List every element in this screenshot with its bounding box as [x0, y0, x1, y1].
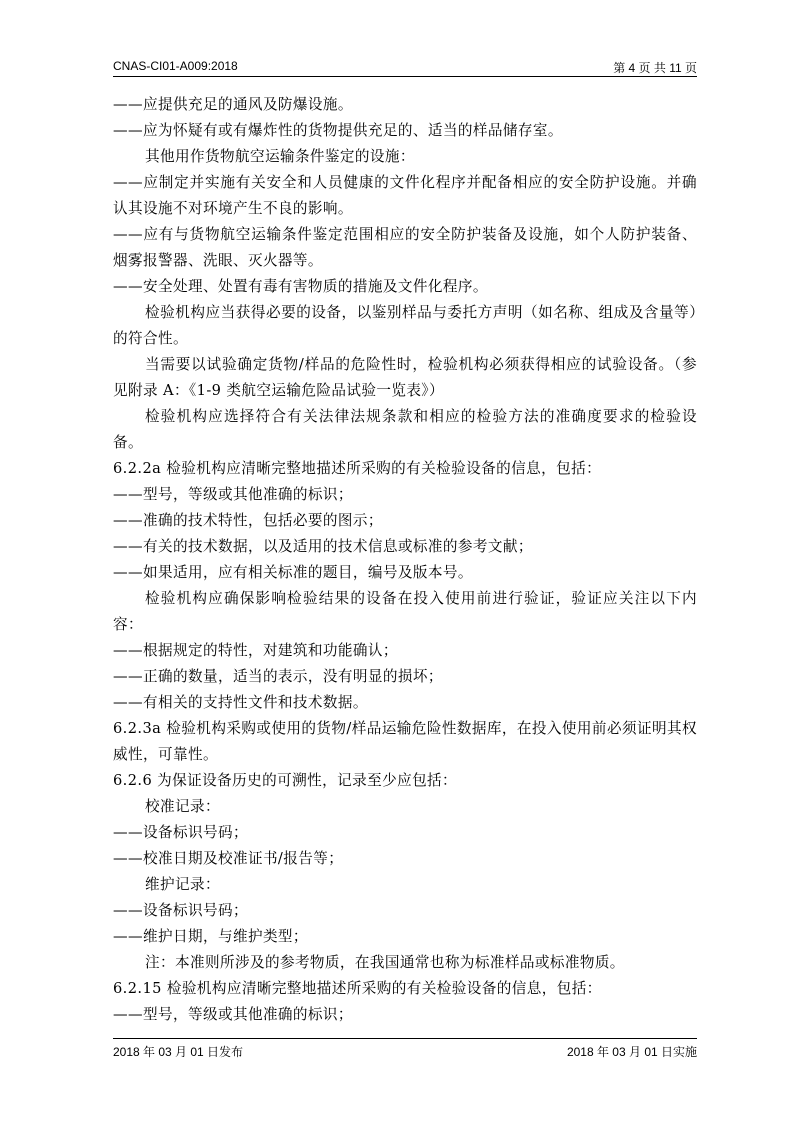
- page-header: [113, 57, 697, 77]
- paragraph: ——根据规定的特性，对建筑和功能确认；: [113, 642, 398, 659]
- paragraph: 6.2.15 检验机构应清晰完整地描述所采购的有关检验设备的信息，包括：: [113, 980, 602, 997]
- header-divider: [113, 76, 697, 77]
- paragraph: ——有相关的支持性文件和技术数据。: [113, 694, 368, 711]
- paragraph: ——应有与货物航空运输条件鉴定范围相应的安全防护装备及设施，如个人防护装备、烟雾报警器、洗眼、灭火器等。: [113, 226, 697, 269]
- document-body: [113, 92, 697, 1028]
- implementation-date: 2018 年 03 月 01 日实施: [566, 1045, 697, 1059]
- paragraph: 其他用作货物航空运输条件鉴定的设施：: [145, 148, 415, 165]
- paragraph: 6.2.3a 检验机构采购或使用的货物/样品运输危险性数据库，在投入使用前必须证明其权威性，可靠性。: [113, 720, 697, 763]
- paragraph: ——维护日期，与维护类型；: [113, 928, 308, 945]
- paragraph: ——型号，等级或其他准确的标识；: [113, 486, 353, 503]
- paragraph: ——型号，等级或其他准确的标识；: [113, 1006, 353, 1023]
- paragraph: 检验机构应当获得必要的设备，以鉴别样品与委托方声明（如名称、组成及含量等）的符合性。: [113, 304, 697, 347]
- paragraph: ——正确的数量，适当的表示，没有明显的损坏；: [113, 668, 443, 685]
- paragraph: ——安全处理、处置有毒有害物质的措施及文件化程序。: [113, 278, 488, 295]
- paragraph: ——准确的技术特性，包括必要的图示；: [113, 512, 383, 529]
- page-footer: [113, 1043, 697, 1061]
- paragraph: 6.2.2a 检验机构应清晰完整地描述所采购的有关检验设备的信息，包括：: [113, 460, 602, 477]
- paragraph: ——校准日期及校准证书/报告等；: [113, 850, 344, 867]
- paragraph: ——设备标识号码；: [113, 824, 248, 841]
- paragraph: 当需要以试验确定货物/样品的危险性时，检验机构必须获得相应的试验设备。（参见附录 A：《1-9 类航空运输危险品试验一览表》）: [113, 356, 697, 399]
- paragraph: 6.2.6 为保证设备历史的可溯性，记录至少应包括：: [113, 772, 458, 789]
- paragraph: 检验机构应选择符合有关法律法规条款和相应的检验方法的准确度要求的检验设备。: [113, 408, 697, 451]
- paragraph: 检验机构应确保影响检验结果的设备在投入使用前进行验证，验证应关注以下内容：: [113, 590, 697, 633]
- document-id: CNAS-CI01-A009:2018: [113, 59, 238, 73]
- paragraph: 校准记录：: [145, 798, 220, 815]
- paragraph: ——应制定并实施有关安全和人员健康的文件化程序并配备相应的安全防护设施。并确认其设施不对环境产生不良的影响。: [113, 174, 697, 217]
- publish-date: 2018 年 03 月 01 日发布: [113, 1045, 244, 1059]
- paragraph: 注：本准则所涉及的参考物质，在我国通常也称为标准样品或标准物质。: [145, 954, 625, 971]
- paragraph: 维护记录：: [145, 876, 220, 893]
- paragraph: ——如果适用，应有相关标准的题目，编号及版本号。: [113, 564, 473, 581]
- footer-divider: [113, 1038, 697, 1039]
- paragraph: ——应为怀疑有或有爆炸性的货物提供充足的、适当的样品储存室。: [113, 122, 563, 139]
- paragraph: ——设备标识号码；: [113, 902, 248, 919]
- paragraph: ——应提供充足的通风及防爆设施。: [113, 96, 353, 113]
- page-number: 第 4 页 共 11 页: [613, 61, 697, 75]
- paragraph: ——有关的技术数据，以及适用的技术信息或标准的参考文献；: [113, 538, 533, 555]
